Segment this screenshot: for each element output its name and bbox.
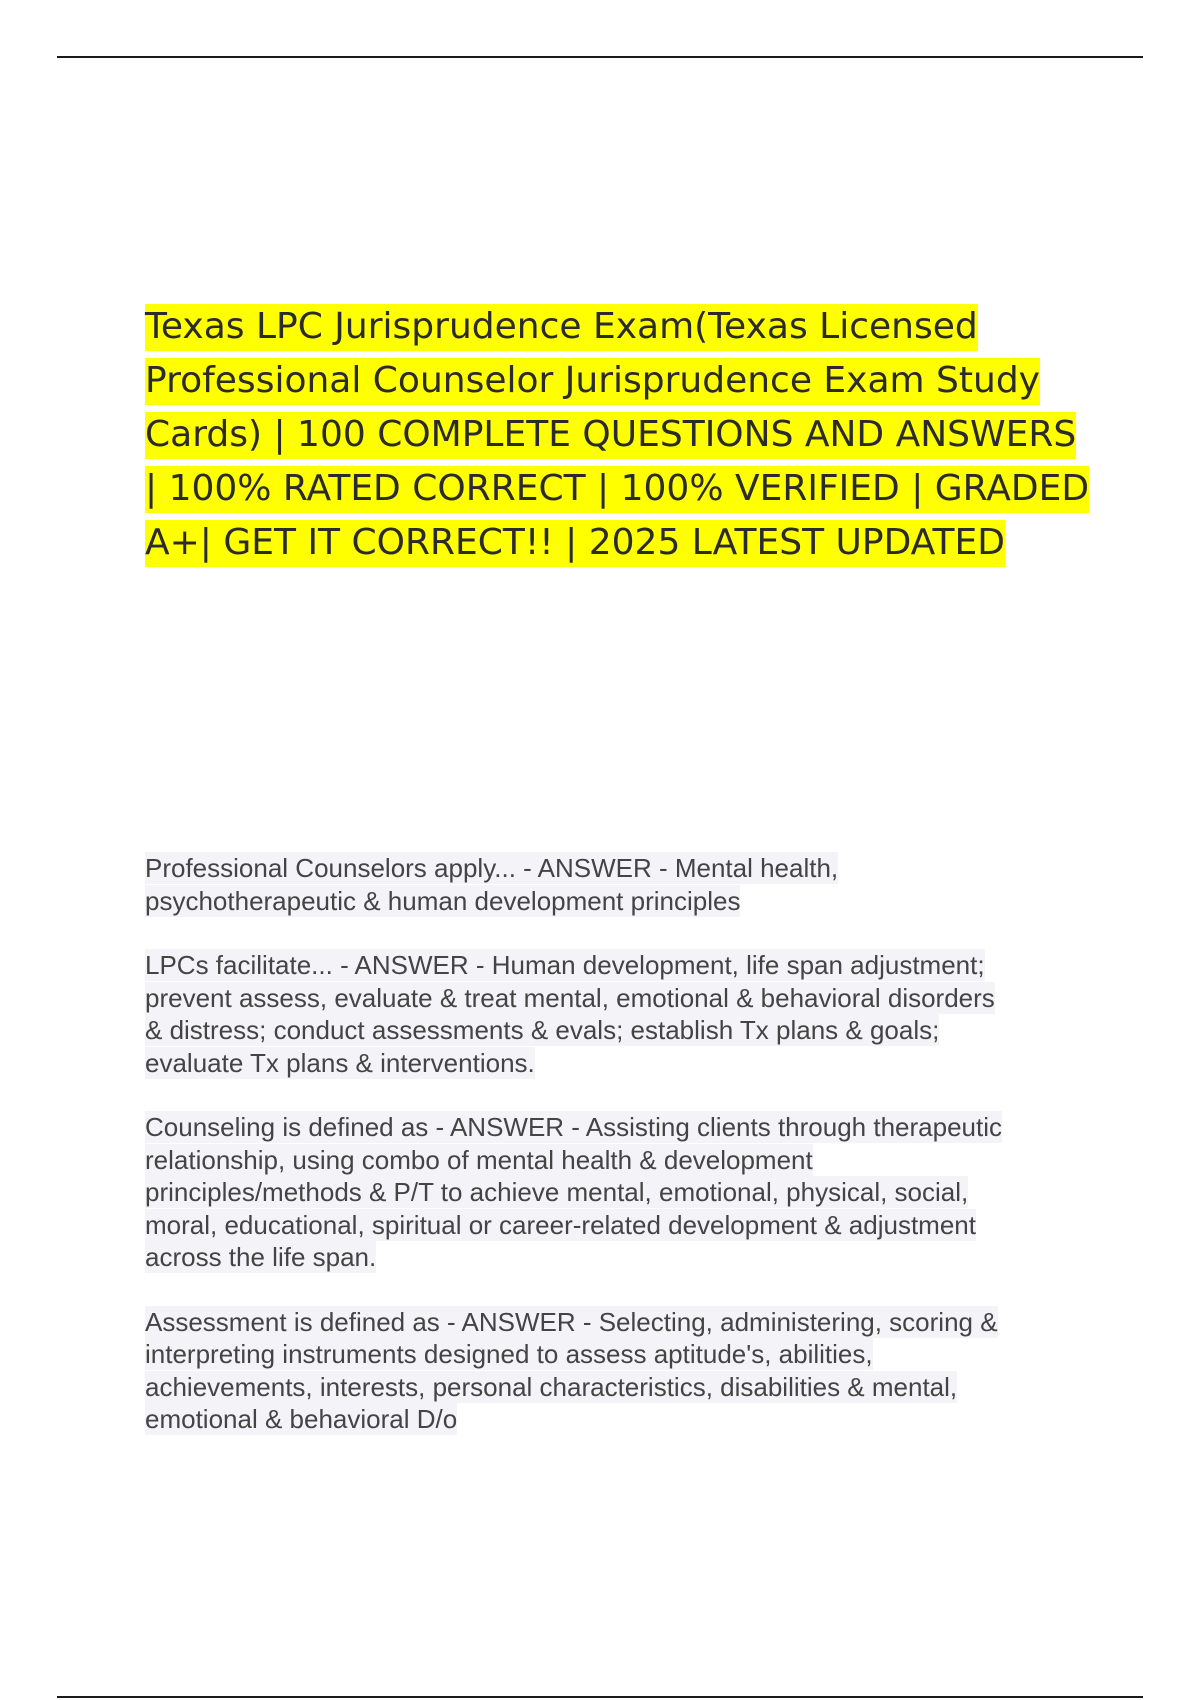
qa-line bbox=[145, 1371, 1095, 1404]
qa-line bbox=[145, 1241, 1095, 1274]
qa-item-lpcs-facilitate bbox=[145, 949, 1095, 1079]
qa-line-text: Professional Counselors apply... - ANSWER - Mental health, bbox=[145, 853, 839, 883]
qa-item-counseling-defined bbox=[145, 1111, 1095, 1274]
qa-line bbox=[145, 982, 1095, 1015]
qa-list bbox=[145, 852, 1095, 1468]
qa-line-text: relationship, using combo of mental health & development bbox=[145, 1144, 813, 1175]
qa-line-text: evaluate Tx plans & interventions. bbox=[145, 1047, 535, 1078]
qa-line-text: across the life span. bbox=[145, 1242, 377, 1272]
qa-line bbox=[145, 1111, 1095, 1144]
title-line-text: Professional Counselor Jurisprudence Exam Study bbox=[145, 358, 1040, 405]
top-rule bbox=[57, 56, 1143, 58]
qa-line bbox=[145, 852, 1095, 885]
qa-line bbox=[145, 1306, 1095, 1339]
qa-line-text: prevent assess, evaluate & treat mental, emotional & behavioral disorders bbox=[145, 982, 995, 1013]
qa-line bbox=[145, 1014, 1095, 1047]
qa-line bbox=[145, 1144, 1095, 1177]
title-line bbox=[145, 354, 1085, 408]
title-line bbox=[145, 300, 1085, 354]
qa-line bbox=[145, 1338, 1095, 1371]
qa-line-text: psychotherapeutic & human development principles bbox=[145, 885, 741, 916]
document-title bbox=[145, 300, 1090, 570]
qa-line-text: achievements, interests, personal characteristics, disabilities & mental, bbox=[145, 1371, 958, 1402]
qa-line-text: interpreting instruments designed to assess aptitude's, abilities, bbox=[145, 1339, 873, 1369]
qa-line bbox=[145, 1176, 1095, 1209]
qa-line bbox=[145, 1047, 1095, 1080]
qa-line bbox=[145, 885, 1095, 918]
qa-line bbox=[145, 949, 1095, 982]
qa-line-text: & distress; conduct assessments & evals; establish Tx plans & goals; bbox=[145, 1015, 940, 1045]
title-line-text: Cards) | 100 COMPLETE QUESTIONS AND ANSWERS bbox=[145, 412, 1076, 459]
title-line bbox=[145, 516, 1085, 570]
title-line-text: Texas LPC Jurisprudence Exam(Texas Licensed bbox=[145, 304, 978, 351]
title-line bbox=[145, 462, 1090, 516]
qa-item-professional-counselors bbox=[145, 852, 1095, 917]
qa-line-text: Assessment is defined as - ANSWER - Selecting, administering, scoring & bbox=[145, 1306, 998, 1337]
qa-line bbox=[145, 1209, 1095, 1242]
qa-line-text: principles/methods & P/T to achieve mental, emotional, physical, social, bbox=[145, 1177, 969, 1207]
qa-item-assessment-defined bbox=[145, 1306, 1095, 1436]
qa-line bbox=[145, 1403, 1095, 1436]
title-line-text: | 100% RATED CORRECT | 100% VERIFIED | GRADED bbox=[145, 466, 1089, 513]
qa-line-text: moral, educational, spiritual or career-related development & adjustment bbox=[145, 1209, 976, 1240]
qa-line-text: emotional & behavioral D/o bbox=[145, 1404, 458, 1434]
title-line bbox=[145, 408, 1085, 462]
qa-line-text: Counseling is defined as - ANSWER - Assisting clients through therapeutic bbox=[145, 1112, 1002, 1142]
bottom-rule bbox=[57, 1696, 1143, 1698]
qa-line-text: LPCs facilitate... - ANSWER - Human development, life span adjustment; bbox=[145, 950, 985, 980]
title-line-text: A+| GET IT CORRECT!! | 2025 LATEST UPDATED bbox=[145, 520, 1005, 567]
